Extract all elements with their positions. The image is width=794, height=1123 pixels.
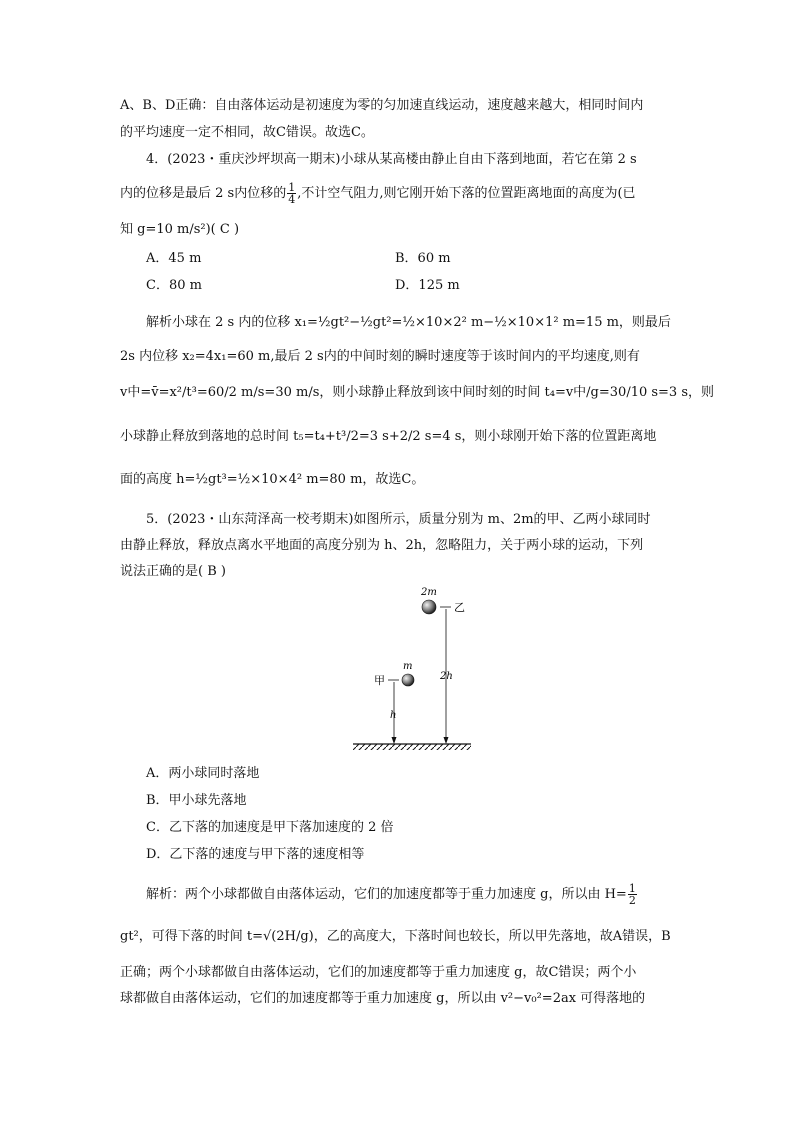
- text-span: 解析：两个小球都做自由落体运动，它们的加速度都等于重力加速度 g，所以由 H=: [146, 887, 627, 902]
- question-5-stem-line2: 由静止释放，释放点离水平地面的高度分别为 h、2h，忽略阻力，关于两小球的运动，下列: [120, 538, 644, 553]
- option-b: B．60 m: [395, 251, 451, 266]
- label-2h: 2h: [440, 671, 453, 682]
- label-2m: 2m: [421, 587, 437, 598]
- text-span: ,不计空气阻力,则它刚开始下落的位置距离地面的高度为(已: [297, 186, 636, 201]
- arrowhead: [444, 737, 449, 744]
- analysis-line: 解析小球在 2 s 内的位移 x₁=½gt²−½gt²=½×10×2² m−½×10×1² m=15 m，则最后: [146, 315, 671, 330]
- option-c: C．80 m: [146, 278, 202, 293]
- label-yi: 乙: [454, 601, 465, 614]
- numerator: 1: [288, 181, 296, 194]
- analysis-line: [146, 883, 706, 906]
- ball-yi: [422, 600, 436, 614]
- question-4-stem-line3: 知 g=10 m/s²)( C ): [120, 222, 240, 237]
- analysis-line: 小球静止释放到落地的总时间 t₅=t₄+t³/2=3 s+2/2 s=4 s，则小球刚开始下落的位置距离地: [120, 429, 657, 444]
- option-d: D．乙下落的速度与甲下落的速度相等: [146, 847, 365, 862]
- label-h: h: [390, 710, 397, 721]
- label-m: m: [403, 661, 413, 672]
- text-line: A、B、D正确：自由落体运动是初速度为零的匀加速直线运动，速度越来越大，相同时间内: [120, 98, 644, 113]
- fraction: [287, 182, 296, 205]
- analysis-line: 球都做自由落体运动，它们的加速度都等于重力加速度 g，所以由 v²−v₀²=2ax 可得落地的: [120, 991, 646, 1006]
- analysis-line: 正确；两个小球都做自由落体运动，它们的加速度都等于重力加速度 g，故C错误；两个小: [120, 965, 637, 980]
- question-5-stem: 5．(2023・山东菏泽高一校考期末)如图所示，质量分别为 m、2m的甲、乙两小球同时: [146, 512, 651, 527]
- label-jia: 甲: [374, 674, 385, 687]
- option-a: A．两小球同时落地: [146, 766, 260, 781]
- analysis-line: v中=v̄=x²/t³=60/2 m/s=30 m/s，则小球静止释放到该中间时刻的时间 t₄=v中/g=30/10 s=3 s，则: [120, 385, 715, 400]
- falling-balls-figure: [350, 585, 480, 760]
- ground-hatch: [353, 744, 471, 750]
- text-span: 内的位移是最后 2 s内位移的: [120, 186, 287, 201]
- denominator: 4: [288, 193, 296, 206]
- option-c: C．乙下落的加速度是甲下落加速度的 2 倍: [146, 820, 394, 835]
- option-b: B．甲小球先落地: [146, 793, 247, 808]
- question-4-stem-line2: [120, 182, 680, 205]
- fraction: [628, 883, 637, 906]
- text-line: 的平均速度一定不相同，故C错误。故选C。: [120, 125, 374, 140]
- question-4-stem: 4．(2023・重庆沙坪坝高一期末)小球从某高楼由静止自由下落到地面，若它在第 2 s: [146, 152, 637, 167]
- analysis-line: 面的高度 h=½gt³=½×10×4² m=80 m，故选C。: [120, 472, 425, 487]
- question-5-stem-line3: 说法正确的是( B ): [120, 564, 226, 579]
- analysis-line: gt²，可得下落的时间 t=√(2H/g)，乙的高度大，下落时间也较长，所以甲先落地，故A错误，B: [120, 929, 671, 944]
- arrowhead: [392, 737, 397, 744]
- analysis-line: 2s 内位移 x₂=4x₁=60 m,最后 2 s内的中间时刻的瞬时速度等于该时间内的平均速度,则有: [120, 349, 640, 364]
- option-a: A．45 m: [146, 251, 202, 266]
- denominator: 2: [628, 894, 636, 907]
- ball-jia: [402, 674, 414, 686]
- numerator: 1: [628, 882, 636, 895]
- option-d: D．125 m: [395, 278, 460, 293]
